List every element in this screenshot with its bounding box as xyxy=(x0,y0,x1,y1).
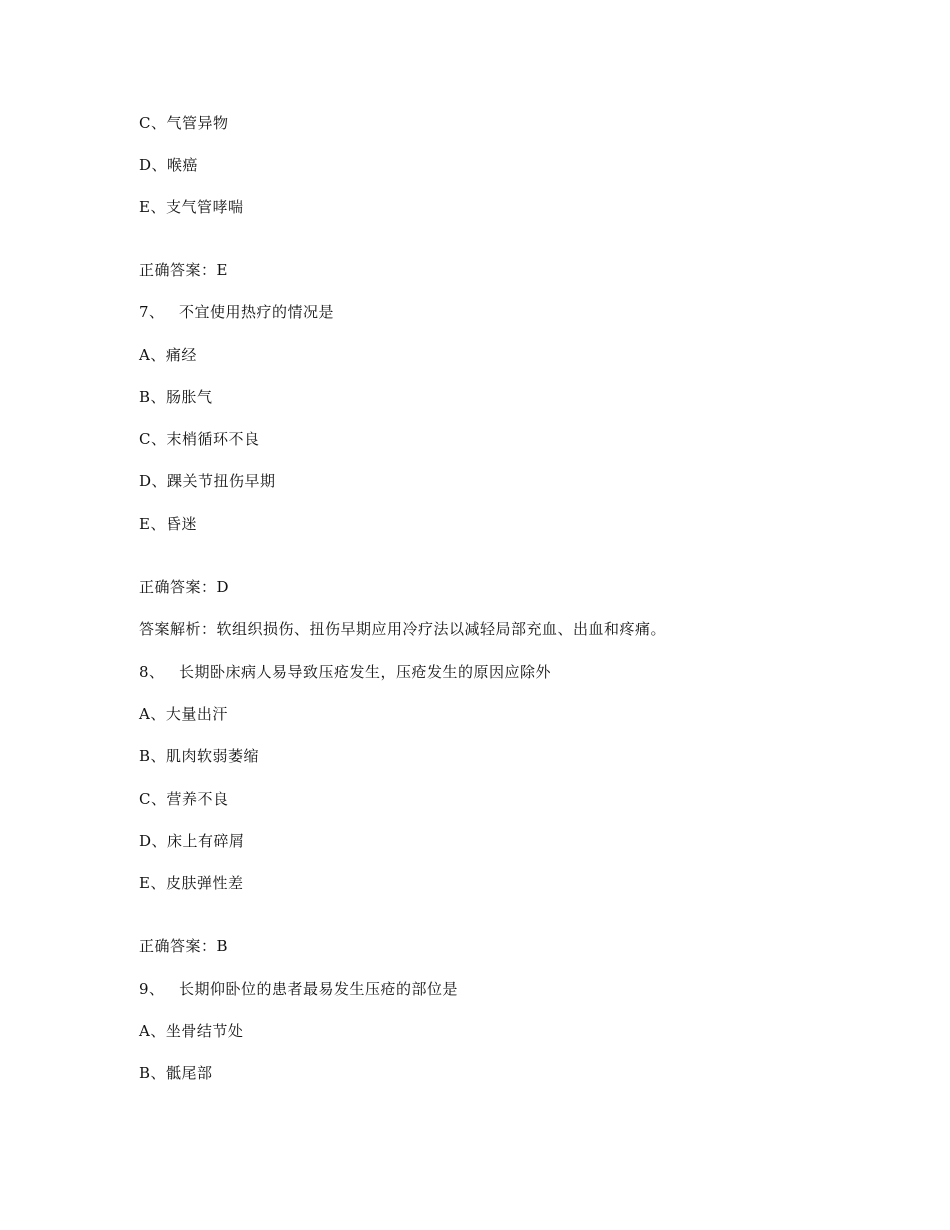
q8-option-a: A、大量出汗 xyxy=(139,705,228,723)
q8-question xyxy=(139,662,551,682)
q7-option-c: C、末梢循环不良 xyxy=(139,430,260,448)
q7-option-a: A、痛经 xyxy=(139,346,197,364)
q8-answer: 正确答案：B xyxy=(139,937,229,955)
q7-text: 不宜使用热疗的情况是 xyxy=(179,303,335,321)
q9-option-b: B、骶尾部 xyxy=(139,1064,213,1082)
q7-explanation: 答案解析：软组织损伤、扭伤早期应用冷疗法以减轻局部充血、出血和疼痛。 xyxy=(139,620,667,638)
q7-number: 7、 xyxy=(139,303,165,321)
q9-question xyxy=(139,979,458,999)
q8-option-e: E、皮肤弹性差 xyxy=(139,874,244,892)
q7-answer: 正确答案：D xyxy=(139,578,230,596)
q7-option-d: D、踝关节扭伤早期 xyxy=(139,472,276,490)
q7-option-e: E、昏迷 xyxy=(139,515,197,533)
q9-number: 9、 xyxy=(139,980,165,998)
q8-option-c: C、营养不良 xyxy=(139,790,229,808)
q9-option-a: A、坐骨结节处 xyxy=(139,1022,244,1040)
q8-number: 8、 xyxy=(139,663,165,681)
q6-option-c: C、气管异物 xyxy=(139,114,229,132)
q8-text: 长期卧床病人易导致压疮发生，压疮发生的原因应除外 xyxy=(179,663,552,681)
q7-option-b: B、肠胀气 xyxy=(139,388,213,406)
q9-text: 长期仰卧位的患者最易发生压疮的部位是 xyxy=(179,980,459,998)
q6-option-e: E、支气管哮喘 xyxy=(139,198,244,216)
q8-option-d: D、床上有碎屑 xyxy=(139,832,245,850)
q6-option-d: D、喉癌 xyxy=(139,156,199,174)
q7-question xyxy=(139,302,334,322)
q8-option-b: B、肌肉软弱萎缩 xyxy=(139,747,260,765)
q6-answer: 正确答案：E xyxy=(139,261,228,279)
